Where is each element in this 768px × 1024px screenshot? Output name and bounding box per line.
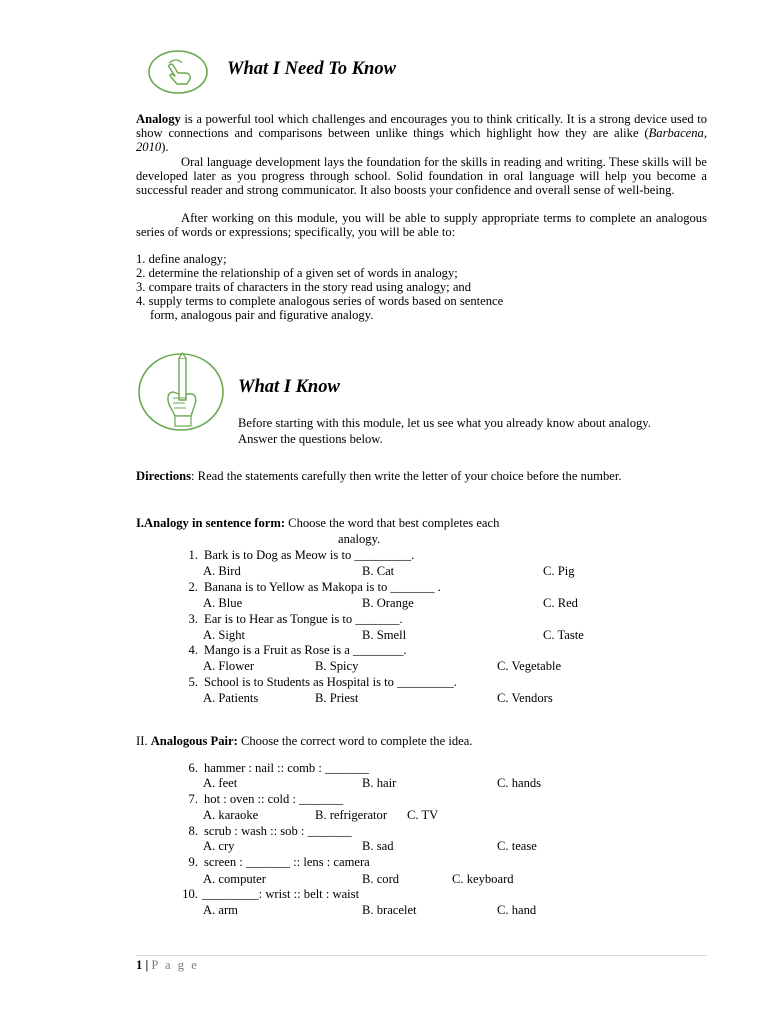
choice-c: C. Red [543,596,578,610]
choice-c: C. Taste [543,628,584,642]
choice-b: B. Smell [362,628,407,642]
question-item [178,675,457,689]
choice-b: B. cord [362,872,400,886]
question-number: 1. [188,548,198,562]
objective-item: 4. supply terms to complete analogous series of words based on sentence [136,294,504,308]
analogy-definition: is a powerful tool which challenges and encourages you to think critically. It is a strong device used to show connections and comparisons between unlike things which highlight how they are alike ( [136,112,707,141]
part2-heading-label: Analogous Pair: [150,734,238,748]
analogy-term: Analogy [136,112,181,126]
choice-a: A. Blue [203,596,243,610]
choice-a: A. Flower [203,659,255,673]
choice-a: A. Bird [203,564,241,578]
paragraph-oral-language: Oral language development lays the foundation for the skills in reading and writing. These skills will be developed later as you progress through school. Solid foundation in oral language will help you become a successful reader and strong communicator. It also boosts your confidence and overall sense of well-being. [136,155,707,198]
citation: Barbacena, 2010 [136,126,707,155]
question-item [178,761,369,775]
choice-a: A. karaoke [203,808,259,822]
choice-a: A. feet [203,776,238,790]
know-intro-line-2: Answer the questions below. [238,432,383,446]
objective-item: 3. compare traits of characters in the story read using analogy; and [136,280,472,294]
question-item [178,612,403,626]
part1-heading [136,516,499,530]
directions-text: : Read the statements carefully then write the letter of your choice before the number. [191,469,622,483]
hand-holding-pencil-icon [137,352,225,432]
choice-a: A. Sight [203,628,245,642]
question-text: screen : _______ :: lens : camera [204,855,370,869]
part1-heading-continued: analogy. [338,532,381,546]
part1-heading-instruction: Choose the word that best completes each [285,516,500,530]
question-item [178,792,343,806]
paragraph-objectives-intro: After working on this module, you will be able to supply appropriate terms to complete an analogous series of words or expressions; specifically, you will be able to: [136,211,707,240]
question-text: hammer : nail :: comb : _______ [204,761,370,775]
question-number: 2. [188,580,198,594]
question-number: 4. [188,643,198,657]
page-footer [136,958,199,972]
choice-b: B. Orange [362,596,414,610]
choice-c: C. hands [497,776,542,790]
question-text: scrub : wash :: sob : _______ [204,824,352,838]
paragraph-analogy [136,112,707,155]
choice-b: B. refrigerator [315,808,388,822]
part2-heading [136,734,472,748]
question-text: hot : oven :: cold : _______ [204,792,344,806]
question-number: 10. [182,887,198,901]
page-number: 1 [136,958,143,972]
citation-end: ). [161,140,169,155]
question-item [178,824,352,838]
choice-b: B. Priest [315,691,359,705]
page-separator: | [142,958,152,972]
question-text: School is to Students as Hospital is to _________. [204,675,457,689]
question-item [178,855,370,869]
directions-label: Directions [136,469,192,483]
choice-c: C. tease [497,839,537,853]
question-text: _________: wrist :: belt : waist [202,887,360,901]
question-text: Ear is to Hear as Tongue is to _______. [204,612,403,626]
question-number: 3. [188,612,198,626]
objective-item: 1. define analogy; [136,252,227,266]
choice-c: C. hand [497,903,537,917]
choice-c: C. Vegetable [497,659,562,673]
choice-b: B. hair [362,776,397,790]
question-item [178,887,359,901]
touch-hand-icon [147,49,209,95]
directions [136,469,622,483]
question-number: 9. [188,855,198,869]
question-item [178,643,407,657]
choice-c: C. keyboard [452,872,514,886]
question-number: 6. [188,761,198,775]
choice-b: B. Cat [362,564,395,578]
choice-a: A. cry [203,839,235,853]
question-text: Mango is a Fruit as Rose is a ________. [204,643,407,657]
choice-a: A. computer [203,872,266,886]
question-text: Banana is to Yellow as Makopa is to _______ . [204,580,441,594]
choice-a: A. arm [203,903,238,917]
choice-a: A. Patients [203,691,259,705]
question-item [178,548,414,562]
choice-b: B. bracelet [362,903,417,917]
section-title-need: What I Need To Know [227,59,396,79]
objective-item: 2. determine the relationship of a given set of words in analogy; [136,266,458,280]
footer-rule [136,955,707,956]
choice-c: C. Vendors [497,691,553,705]
part2-heading-instruction: Choose the correct word to complete the idea. [237,734,473,748]
question-number: 8. [188,824,198,838]
page-label: P a g e [151,958,199,972]
question-text: Bark is to Dog as Meow is to _________. [204,548,415,562]
question-item [178,580,441,594]
choice-b: B. Spicy [315,659,359,673]
question-number: 5. [188,675,198,689]
objective-item: form, analogous pair and figurative analogy. [150,308,374,322]
part1-heading-label: I.Analogy in sentence form: [136,516,286,530]
choice-c: C. TV [407,808,439,822]
know-intro-line-1: Before starting with this module, let us see what you already know about analogy. [238,416,651,430]
choice-b: B. sad [362,839,394,853]
choice-c: C. Pig [543,564,575,578]
section-title-know: What I Know [238,377,340,397]
question-number: 7. [188,792,198,806]
part2-heading-number: II. [136,734,151,748]
